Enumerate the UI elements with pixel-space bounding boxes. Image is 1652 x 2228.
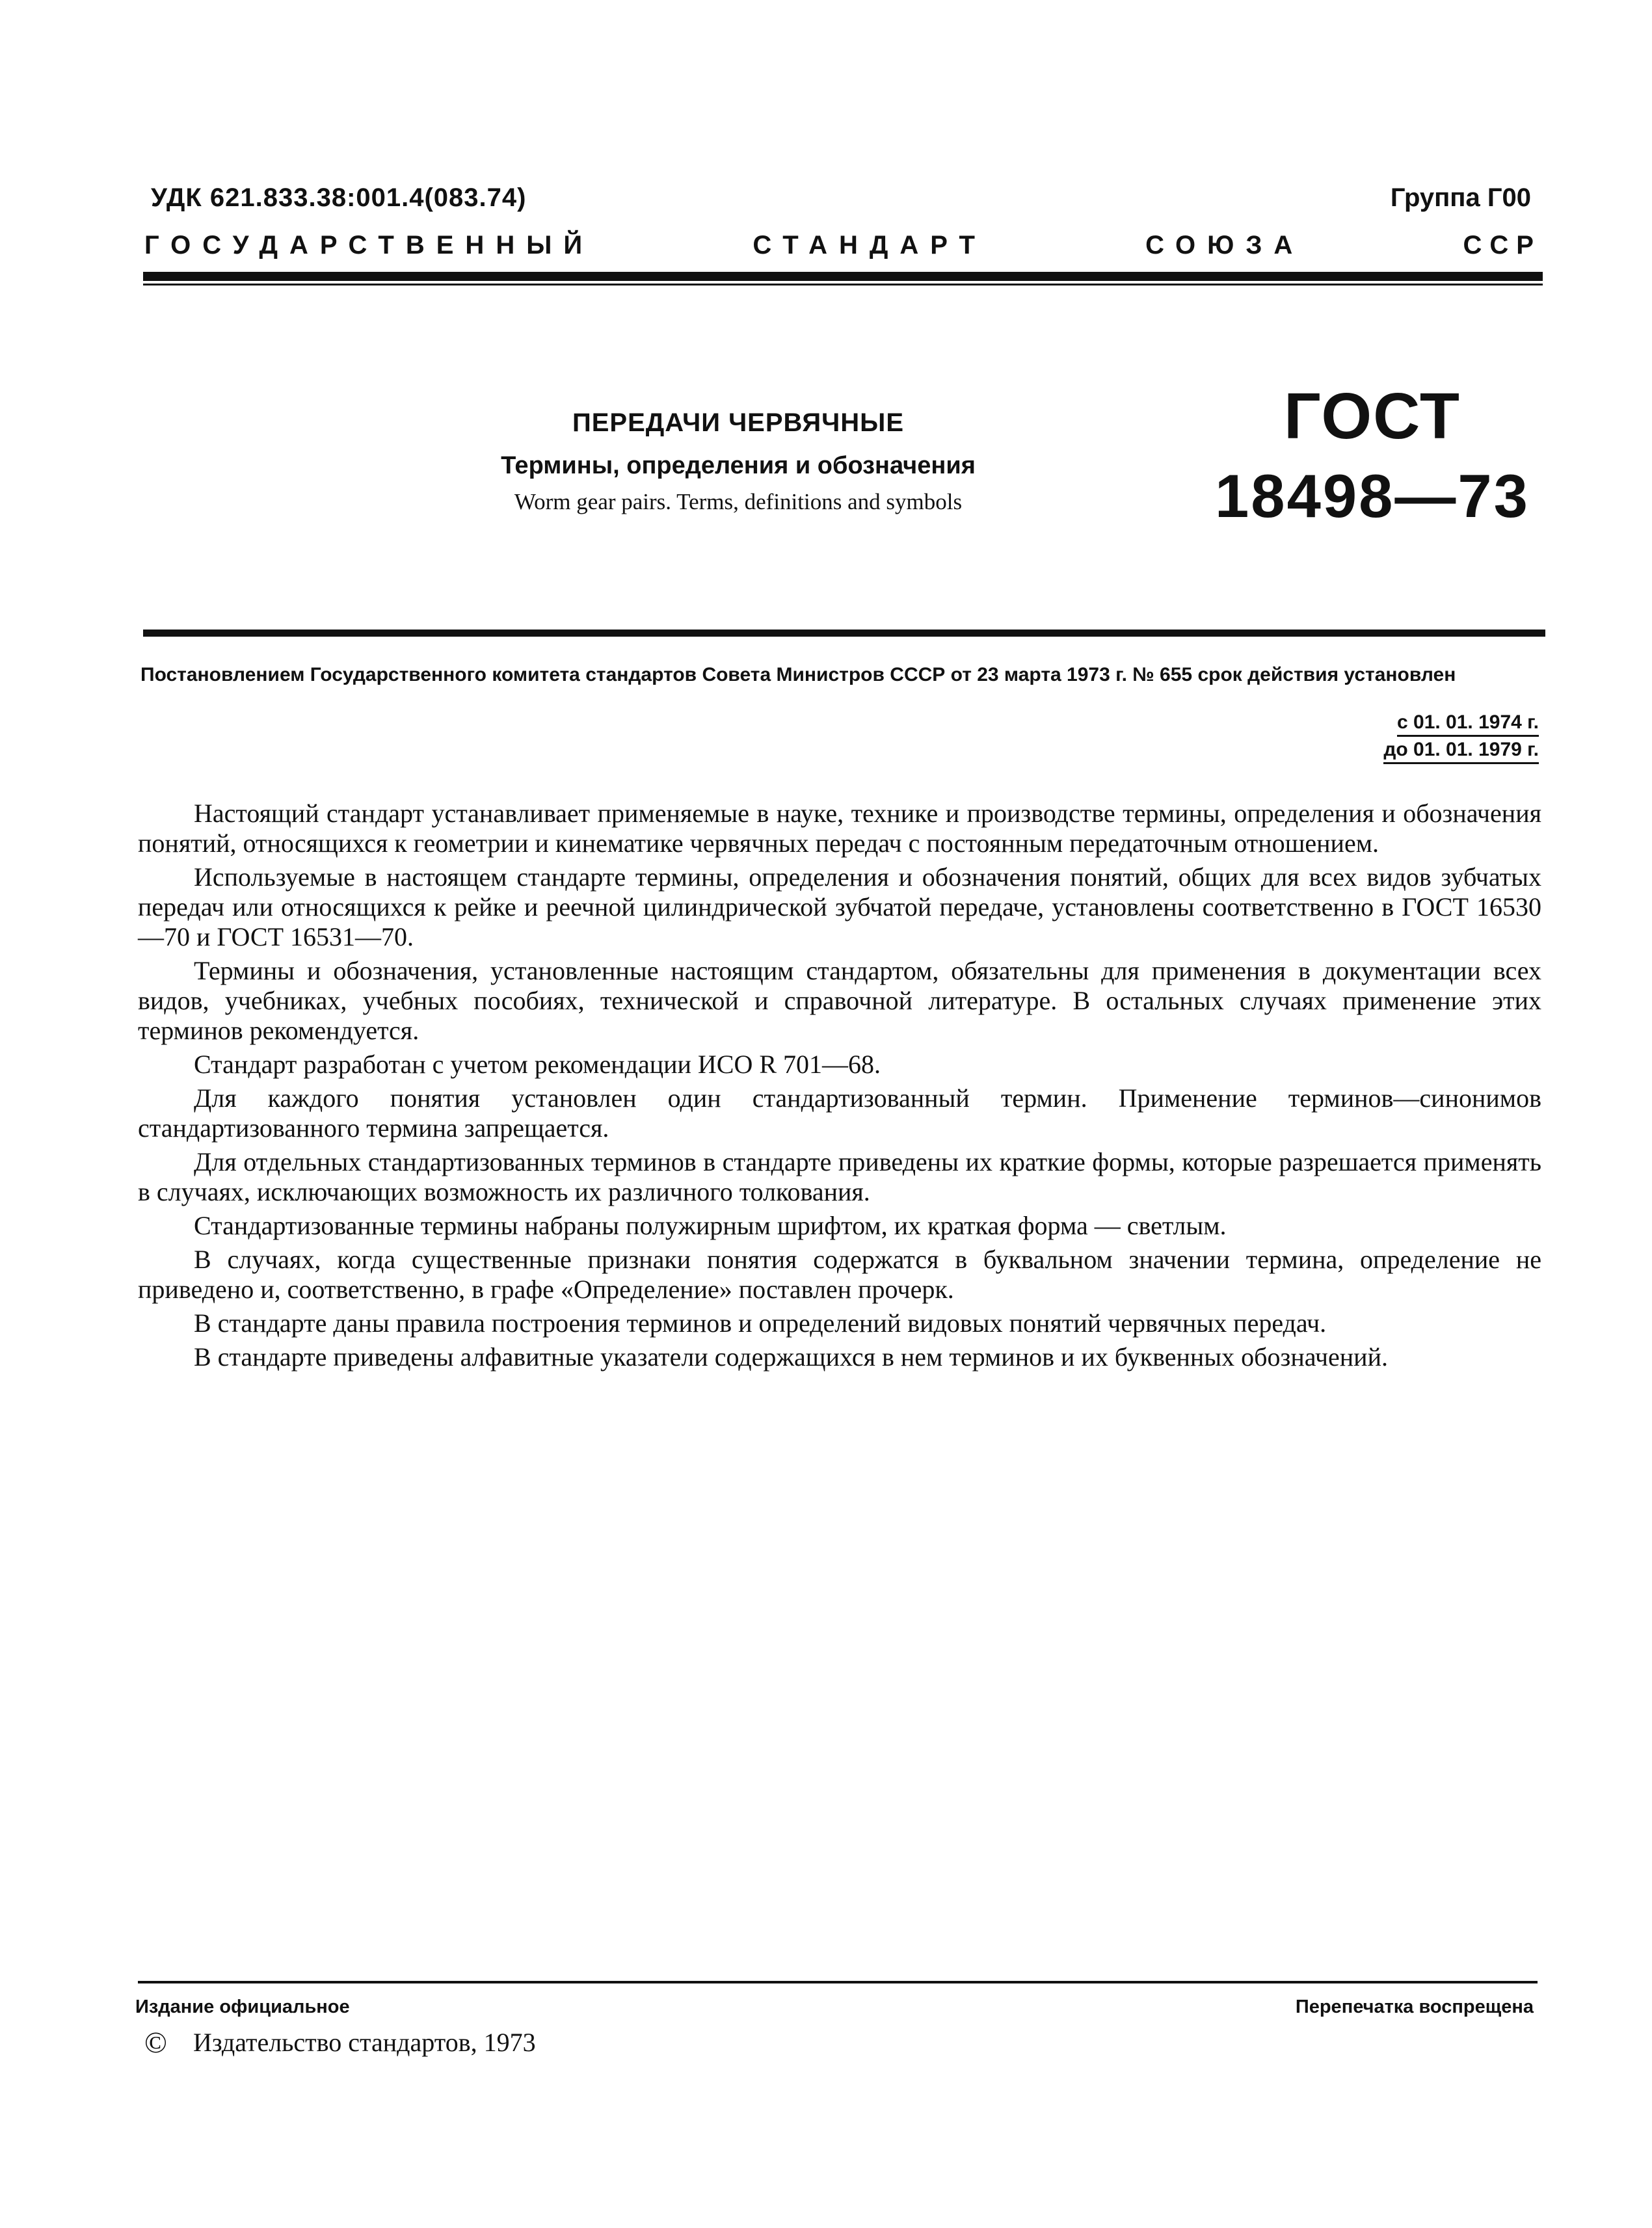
banner-word: ССР [1463,231,1541,259]
paragraph: Используемые в настоящем стандарте термины, определения и обозначения понятий, общих для всех видов зубчатых передач или относящихся к рейке и реечной цилиндрической зубчатой передаче, установлены соответственно в ГОСТ 16530—70 и ГОСТ 16531—70. [138,862,1541,951]
gost-number: 18498—73 [1215,462,1530,530]
banner-word: ГОСУДАРСТВЕННЫЙ [144,231,594,259]
paragraph: Стандарт разработан с учетом рекомендации ИСО R 701—68. [194,1050,881,1079]
paragraph: Термины и обозначения, установленные настоящим стандартом, обязательны для применения в документации всех видов, учебниках, учебных пособиях, технической и справочной литературе. В остальных случаях применение этих терминов рекомендуется. [138,956,1541,1045]
gost-designation [1197,380,1548,530]
paragraph: В стандарте приведены алфавитные указатели содержащихся в нем терминов и их буквенных обозначений. [194,1342,1388,1372]
top-hair-rule [143,284,1543,285]
decree-text: Постановлением Государственного комитета стандартов Совета Министров СССР от 23 марта 1973 г. № 655 срок действия установлен [140,664,1456,685]
paragraph: Для каждого понятия установлен один стандартизованный термин. Применение терминов—синонимов стандартизованного термина запрещается. [138,1083,1541,1143]
title-block [364,408,1112,515]
official-edition-label: Издание официальное [135,1996,350,2017]
footer-rule [138,1981,1538,1983]
paragraph: В случаях, когда существенные признаки понятия содержатся в буквальном значении термина, определение не приведено и, соответственно, в графе «Определение» поставлен прочерк. [138,1245,1541,1304]
banner-word: СТАНДАРТ [753,231,987,259]
validity-from: с 01. 01. 1974 г. [1397,711,1539,737]
paragraph: Для отдельных стандартизованных терминов в стандарте приведены их краткие формы, которые разрешается применять в случаях, исключающих возможность их различного толкования. [138,1147,1541,1206]
body-text [138,799,1541,1376]
document-title: ПЕРЕДАЧИ ЧЕРВЯЧНЫЕ [572,408,905,437]
banner-word: СОЮЗА [1145,231,1305,259]
top-thick-rule [143,272,1543,281]
copyright-line [144,2025,536,2060]
paragraph: Настоящий стандарт устанавливает применяемые в науке, технике и производстве термины, определения и обозначения понятий, относящихся к геометрии и кинематике червячных передач с постоянным передаточным отношением. [138,799,1541,858]
publisher-text: Издательство стандартов, 1973 [193,2028,536,2057]
paragraph: В стандарте даны правила построения терминов и определений видовых понятий червячных передач. [194,1308,1327,1338]
validity-to: до 01. 01. 1979 г. [1383,739,1539,764]
paragraph: Стандартизованные термины набраны полужирным шрифтом, их краткая форма — светлым. [194,1211,1227,1240]
udk-code: УДК 621.833.38:001.4(083.74) [151,183,527,212]
copyright-icon: © [144,2026,167,2059]
state-standard-banner [144,231,1541,260]
english-title: Worm gear pairs. Terms, definitions and symbols [514,489,963,514]
document-subtitle: Термины, определения и обозначения [501,452,976,479]
gost-label: ГОСТ [1284,380,1461,453]
group-code: Группа Г00 [1390,183,1531,212]
section-rule [143,630,1545,637]
reprint-prohibited-label: Перепечатка воспрещена [1295,1996,1534,2017]
